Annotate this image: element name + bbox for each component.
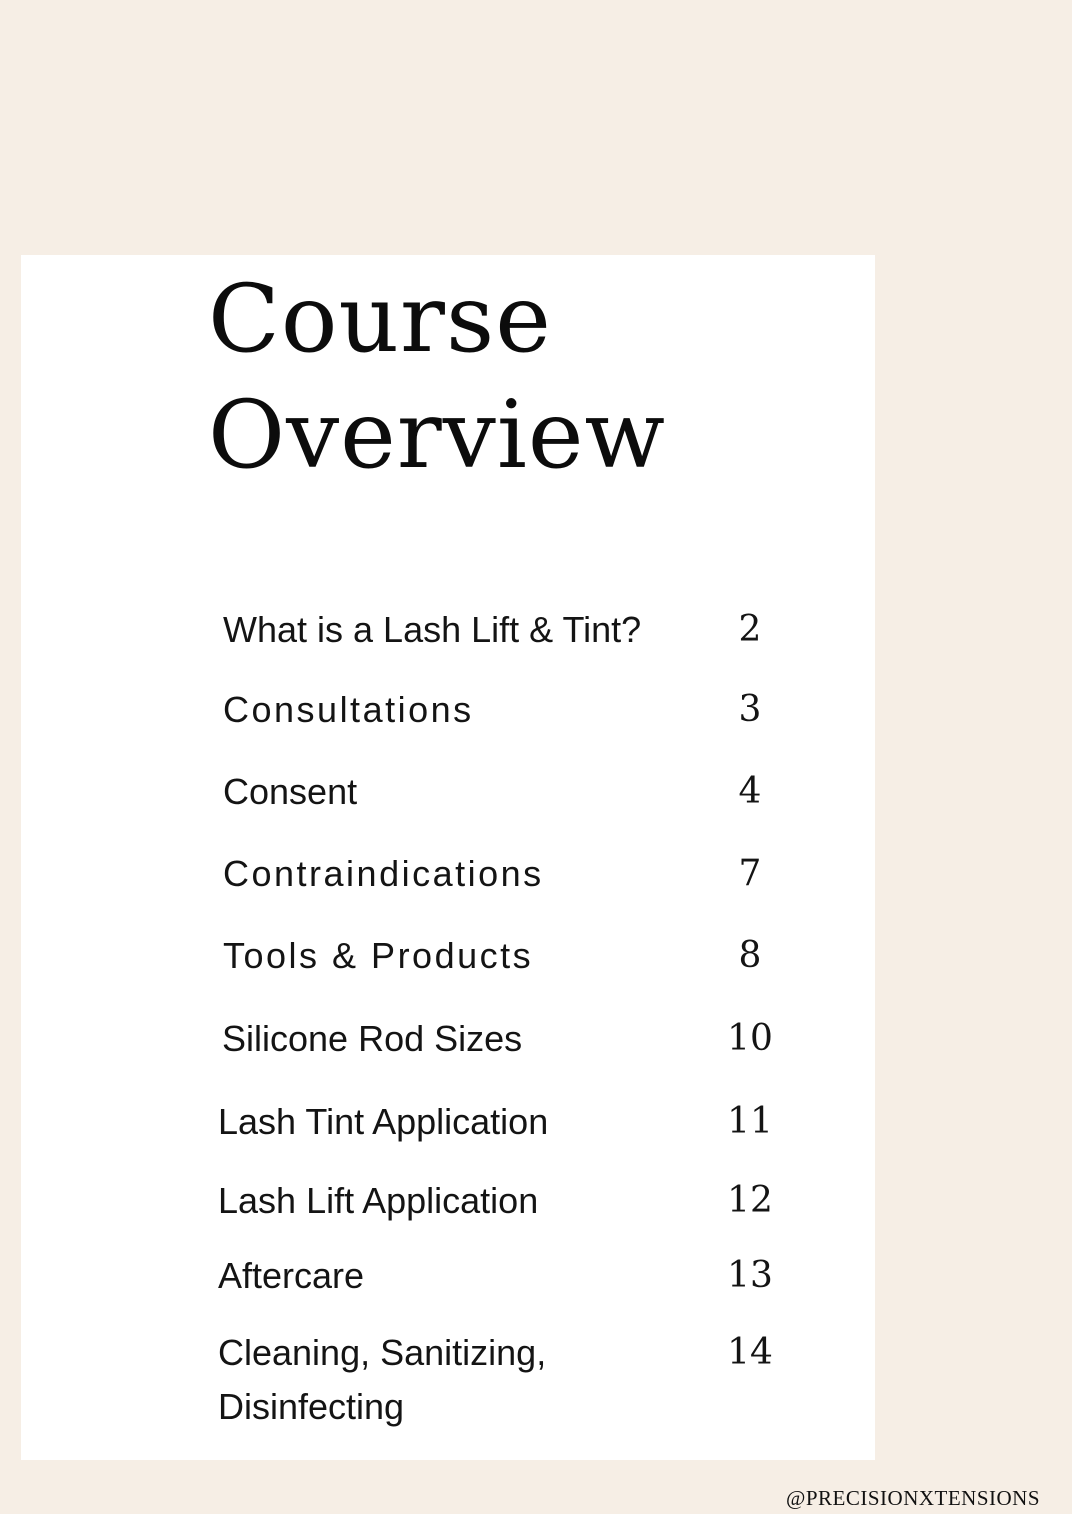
toc-label: Consultations: [223, 689, 474, 730]
toc-page-number: 2: [738, 609, 762, 650]
toc-page-number: 4: [738, 771, 762, 812]
toc-page-number: 3: [738, 689, 762, 730]
toc-label: Lash Tint Application: [218, 1101, 549, 1142]
toc-page-number: 14: [727, 1332, 773, 1373]
toc-page-number: 7: [738, 853, 762, 894]
toc-label: Contraindications: [223, 853, 544, 894]
page-title: [208, 262, 666, 494]
toc-page-number: 8: [738, 935, 762, 976]
toc-page-number: 11: [727, 1101, 773, 1142]
toc-label: Cleaning, Sanitizing, Disinfecting: [218, 1332, 547, 1427]
toc-label: Silicone Rod Sizes: [222, 1018, 523, 1059]
toc-label: Consent: [223, 771, 358, 812]
title-line-1: Course: [208, 265, 552, 374]
toc-label: Lash Lift Application: [218, 1180, 539, 1221]
toc-page-number: 12: [727, 1180, 773, 1221]
toc-page-number: 10: [727, 1018, 773, 1059]
toc-page-number: 13: [727, 1255, 773, 1296]
toc-label: Tools & Products: [223, 935, 534, 976]
toc-label: What is a Lash Lift & Tint?: [223, 609, 642, 650]
toc-label: Aftercare: [218, 1255, 365, 1296]
social-handle: @PRECISIONXTENSIONS: [786, 1486, 1041, 1510]
title-line-2: Overview: [208, 381, 666, 490]
